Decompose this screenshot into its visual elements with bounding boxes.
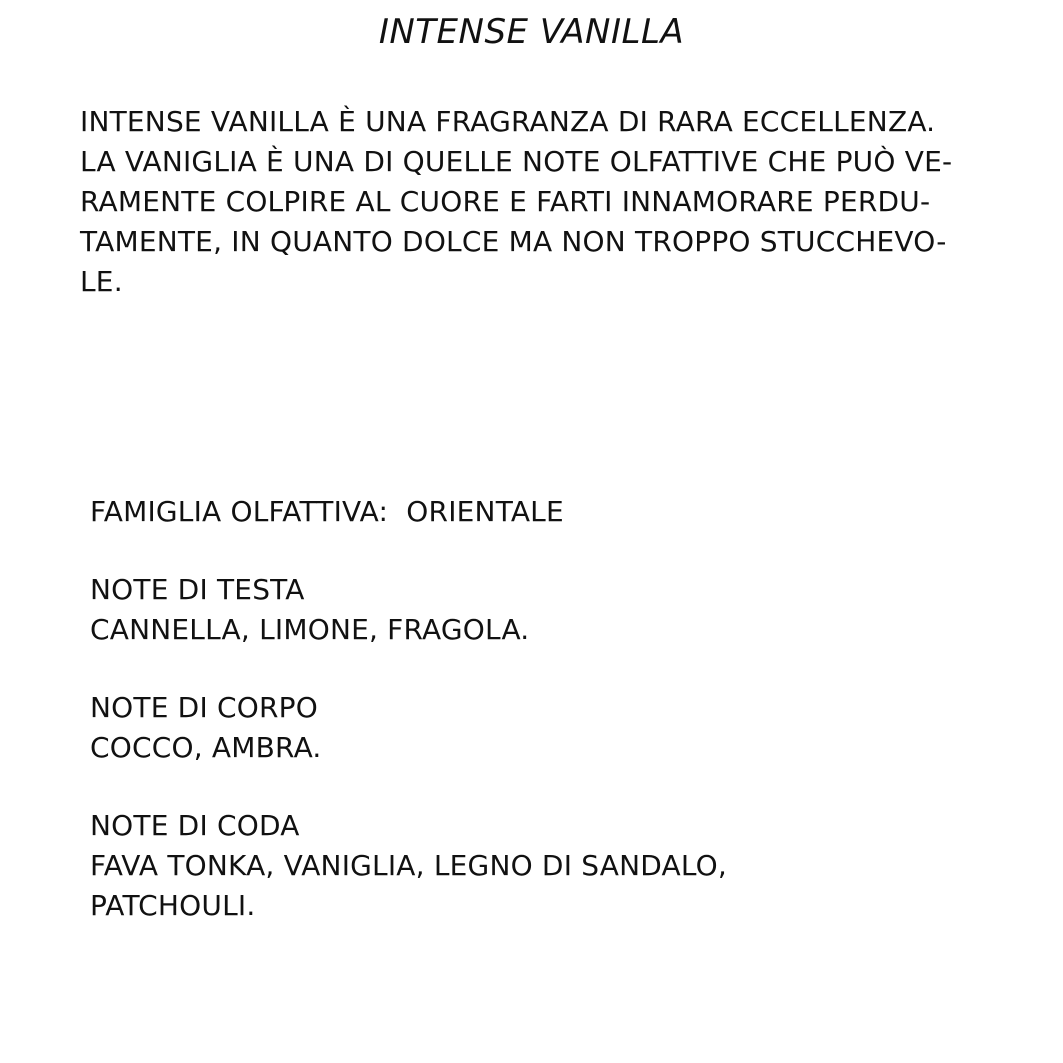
heart-notes-heading: NOTE DI CORPO bbox=[90, 691, 318, 724]
top-notes-heading: NOTE DI TESTA bbox=[90, 573, 305, 606]
olfactory-family: FAMIGLIA OLFATTIVA: ORIENTALE bbox=[90, 495, 564, 528]
page-title: INTENSE VANILLA bbox=[378, 12, 685, 52]
description-line: LA VANIGLIA È UNA DI QUELLE NOTE OLFATTIVE CHE PUÒ VE- bbox=[80, 145, 953, 178]
description-line: TAMENTE, IN QUANTO DOLCE MA NON TROPPO STUCCHEVO- bbox=[80, 225, 947, 258]
spacer bbox=[90, 768, 990, 806]
description-line: LE. bbox=[80, 265, 123, 298]
base-notes-list: PATCHOULI. bbox=[90, 889, 256, 922]
description-line: INTENSE VANILLA È UNA FRAGRANZA DI RARA ECCELLENZA. bbox=[80, 105, 936, 138]
base-notes-list: FAVA TONKA, VANIGLIA, LEGNO DI SANDALO, bbox=[90, 849, 728, 882]
base-notes-heading: NOTE DI CODA bbox=[90, 809, 300, 842]
top-notes-list: CANNELLA, LIMONE, FRAGOLA. bbox=[90, 613, 530, 646]
heart-notes-list: COCCO, AMBRA. bbox=[90, 731, 322, 764]
description-line: RAMENTE COLPIRE AL CUORE E FARTI INNAMORARE PERDU- bbox=[80, 185, 931, 218]
spacer bbox=[90, 650, 990, 688]
description bbox=[80, 102, 1000, 302]
olfactory-notes bbox=[90, 492, 990, 926]
spacer bbox=[90, 532, 990, 570]
